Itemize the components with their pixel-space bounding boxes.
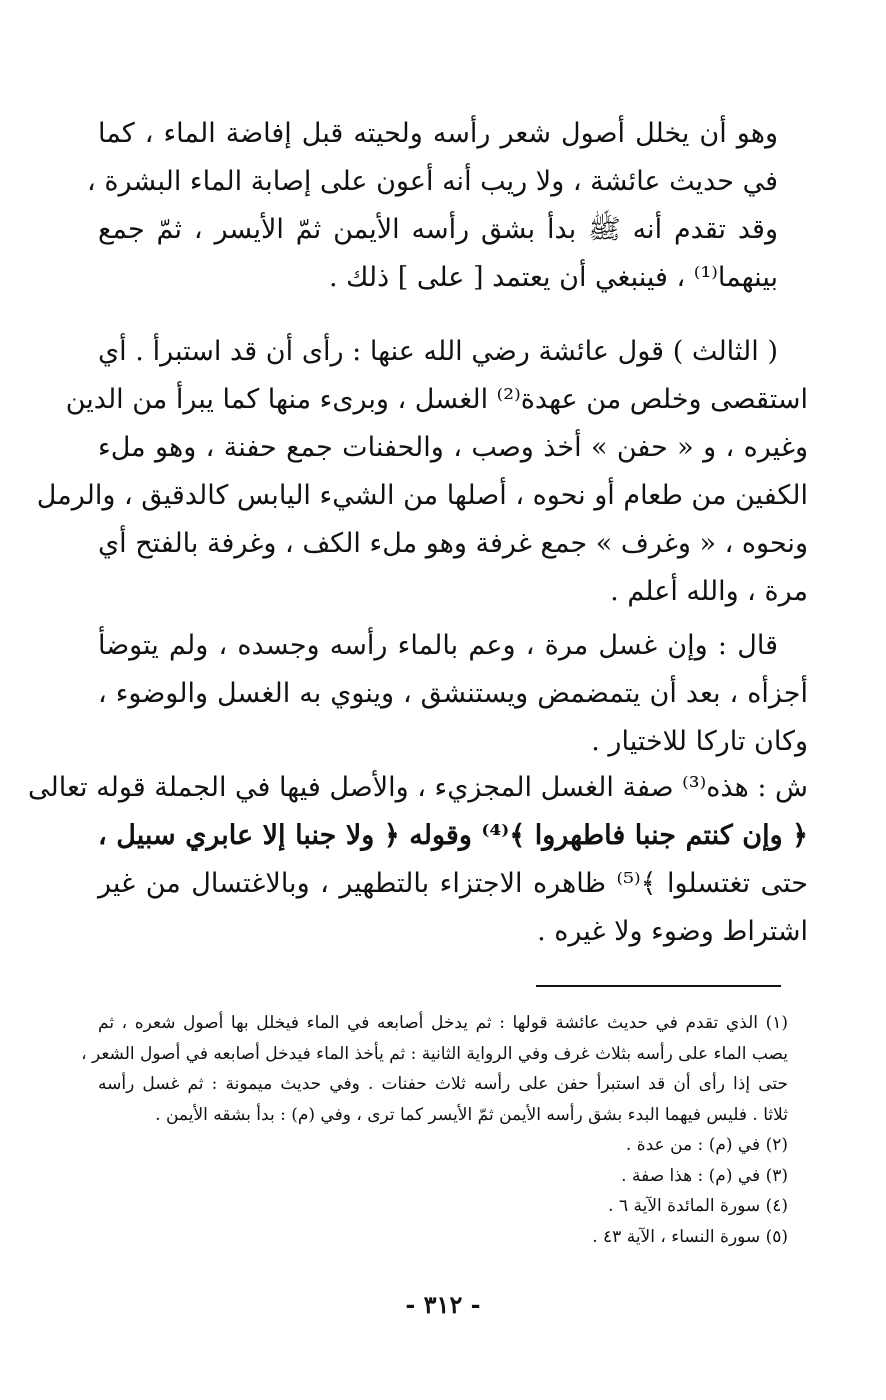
text-line: وهو أن يخلل أصول شعر رأسه ولحيته قبل إفاضة الماء ، كما (98, 118, 778, 149)
page-number: - ٣١٢ - (405, 1290, 481, 1319)
footnote-separator (536, 985, 781, 987)
quran-verse-line: ﴿ وإن كنتم جنبا فاطهروا ﴾⁽⁴⁾ وقوله ﴿ ولا جنبا إلا عابري سبيل ، (98, 820, 808, 851)
text-line: الكفين من طعام أو نحوه ، أصلها من الشيء اليابس كالدقيق ، والرمل (36, 480, 808, 511)
footnote-line: يصب الماء على رأسه بثلاث غرف وفي الرواية الثانية : ثم يأخذ الماء فيدخل أصابعه في أصول الشعر ، (81, 1043, 788, 1064)
footnote-line: (٥) سورة النساء ، الآية ٤٣ . (592, 1226, 788, 1247)
text-line: استقصى وخلص من عهدة⁽²⁾ الغسل ، وبرىء منها كما يبرأ من الدين (65, 384, 808, 415)
text-line: في حديث عائشة ، ولا ريب أنه أعون على إصابة الماء البشرة ، (87, 166, 778, 197)
paragraph-2 (36, 328, 808, 616)
footnote-line: حتى إذا رأى أن قد استبرأ حفن على رأسه ثلاث حفنات . وفي حديث ميمونة : ثم غسل رأسه (98, 1074, 789, 1094)
text-line: أجزأه ، بعد أن يتمضمض ويستنشق ، وينوي به الغسل والوضوء ، (98, 678, 808, 709)
footnote-line: (٤) سورة المائدة الآية ٦ . (608, 1196, 788, 1216)
footnote-line: (٣) في (م) : هذا صفة . (621, 1165, 788, 1186)
text-line: قال : وإن غسل مرة ، وعم بالماء رأسه وجسده ، ولم يتوضأ (98, 630, 778, 661)
footnote-line: ثلاثا . فليس فيهما البدء بشق رأسه الأيمن ثمّ الأيسر كما ترى ، وفي (م) : بدأ بشقه الأيمن . (155, 1104, 788, 1125)
text-line: بينهما⁽¹⁾ ، فينبغي أن يعتمد [ على ] ذلك . (328, 262, 778, 293)
text-line: وقد تقدم أنه ﷺ بدأ بشق رأسه الأيمن ثمّ الأيسر ، ثمّ جمع (98, 214, 778, 245)
footnotes (81, 1008, 789, 1252)
text-line: وكان تاركا للاختيار . (591, 726, 808, 757)
paragraph-4 (28, 764, 808, 956)
paragraph-3 (98, 622, 808, 766)
footnote-line: (٢) في (م) : من عدة . (625, 1135, 788, 1155)
text-line: ( الثالث ) قول عائشة رضي الله عنها : رأى أن قد استبرأ . أي (98, 336, 778, 367)
footnote-line: (١) الذي تقدم في حديث عائشة قولها : ثم يدخل أصابعه في الماء فيخلل بها أصول شعره ، ثم (98, 1013, 788, 1033)
text-line: اشتراط وضوء ولا غيره . (537, 916, 808, 947)
text-line: ونحوه ، « وغرف » جمع غرفة وهو ملء الكف ، وغرفة بالفتح أي (98, 528, 808, 559)
text-line: ش : هذه⁽³⁾ صفة الغسل المجزيء ، والأصل فيها في الجملة قوله تعالى (28, 772, 808, 803)
text-line: حتى تغتسلوا ﴾⁽⁵⁾ ظاهره الاجتزاء بالتطهير ، وبالاغتسال من غير (98, 868, 808, 899)
text-line: وغيره ، و « حفن » أخذ وصب ، والحفنات جمع حفنة ، وهو ملء (98, 432, 808, 463)
paragraph-1 (87, 110, 778, 302)
text-line: مرة ، والله أعلم . (610, 576, 808, 607)
